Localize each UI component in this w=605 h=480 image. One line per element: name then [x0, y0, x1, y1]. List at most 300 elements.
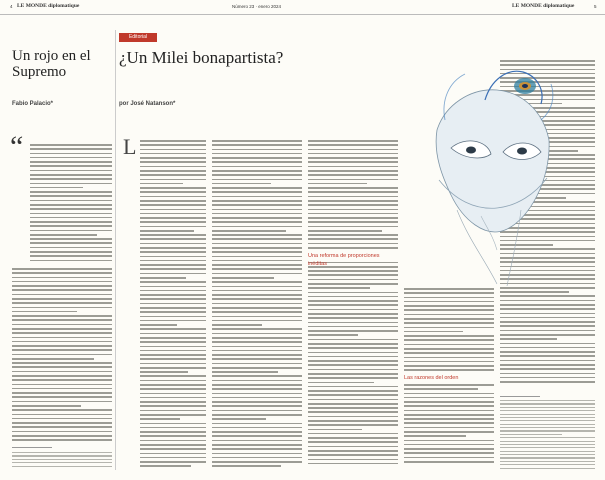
text-line	[212, 144, 302, 146]
text-line	[212, 384, 302, 386]
text-line	[212, 213, 302, 215]
text-line	[212, 290, 302, 292]
text-line	[140, 221, 206, 223]
text-line	[308, 200, 398, 202]
text-line	[140, 191, 206, 193]
text-line	[404, 301, 494, 303]
text-line	[404, 384, 494, 386]
main-body-col2	[212, 140, 302, 472]
text-line	[212, 337, 302, 339]
text-line	[500, 377, 595, 379]
text-line	[12, 349, 112, 351]
text-line	[30, 221, 112, 223]
text-line	[212, 226, 302, 228]
text-line	[12, 462, 112, 463]
text-line	[212, 324, 262, 326]
text-line	[308, 313, 398, 315]
text-line	[12, 371, 112, 373]
text-line	[12, 324, 112, 326]
text-line	[212, 179, 302, 181]
text-line	[500, 351, 595, 353]
text-line	[12, 277, 112, 279]
text-line	[212, 311, 302, 313]
text-line	[212, 333, 302, 335]
text-line	[212, 191, 302, 193]
text-line	[212, 277, 274, 279]
footnote-rule	[12, 447, 52, 448]
text-line	[12, 431, 112, 433]
text-line	[140, 226, 206, 228]
text-line	[140, 187, 206, 189]
text-line	[308, 217, 398, 219]
main-body-col3	[308, 140, 398, 472]
text-line	[404, 452, 494, 454]
text-line	[404, 461, 494, 463]
text-line	[12, 311, 77, 313]
text-line	[212, 388, 302, 390]
text-line	[308, 238, 398, 240]
text-line	[308, 309, 398, 311]
text-line	[404, 309, 494, 311]
text-line	[212, 281, 302, 283]
text-line	[404, 335, 494, 337]
text-line	[308, 196, 398, 198]
text-line	[212, 401, 302, 403]
text-line	[12, 418, 112, 420]
text-line	[140, 153, 206, 155]
text-line	[308, 161, 398, 163]
text-line	[12, 315, 112, 317]
text-line	[212, 375, 302, 377]
text-line	[308, 394, 398, 396]
text-line	[212, 363, 302, 365]
text-line	[308, 390, 398, 392]
text-line	[12, 388, 112, 390]
text-line	[308, 274, 398, 276]
text-line	[500, 403, 595, 404]
text-line	[212, 453, 302, 455]
text-line	[500, 410, 595, 411]
text-line	[308, 149, 398, 151]
text-line	[500, 441, 595, 442]
text-line	[140, 405, 206, 407]
text-line	[140, 166, 206, 168]
text-line	[140, 435, 206, 437]
text-line	[12, 405, 81, 407]
text-line	[212, 431, 302, 433]
text-line	[212, 354, 302, 356]
text-line	[500, 291, 569, 293]
text-line	[140, 448, 206, 450]
text-line	[308, 386, 398, 388]
text-line	[404, 457, 494, 459]
text-line	[500, 321, 595, 323]
text-line	[308, 283, 398, 285]
text-line	[212, 187, 302, 189]
text-line	[140, 196, 206, 198]
text-line	[308, 221, 398, 223]
text-line	[140, 230, 194, 232]
text-line	[212, 371, 278, 373]
text-line	[500, 457, 595, 458]
text-line	[404, 397, 494, 399]
text-line	[308, 140, 398, 142]
text-line	[140, 213, 206, 215]
text-line	[308, 403, 398, 405]
text-line	[212, 238, 302, 240]
text-line	[212, 157, 302, 159]
text-line	[12, 366, 112, 368]
text-line	[500, 347, 595, 349]
text-line	[500, 300, 595, 302]
text-line	[12, 392, 112, 394]
right-masthead: LE MONDE diplomatique	[512, 3, 575, 9]
text-line	[500, 304, 595, 306]
text-line	[12, 396, 112, 398]
text-line	[212, 204, 302, 206]
text-line	[140, 320, 206, 322]
text-line	[212, 405, 302, 407]
text-line	[308, 296, 398, 298]
text-line	[212, 423, 302, 425]
text-line	[308, 279, 398, 281]
text-line	[308, 441, 398, 443]
left-article-body-col2	[12, 268, 112, 446]
text-line	[404, 410, 494, 412]
text-line	[212, 221, 302, 223]
text-line	[212, 217, 302, 219]
text-line	[30, 217, 112, 219]
text-line	[500, 313, 595, 315]
main-body-col4	[404, 288, 494, 472]
text-line	[212, 268, 302, 270]
text-line	[212, 427, 302, 429]
text-line	[12, 272, 112, 274]
text-line	[140, 290, 206, 292]
text-line	[404, 322, 494, 324]
text-line	[500, 364, 595, 366]
text-line	[308, 234, 398, 236]
text-line	[30, 165, 112, 167]
text-line	[308, 364, 398, 366]
text-line	[500, 343, 595, 345]
text-line	[308, 411, 398, 413]
text-line	[140, 256, 206, 258]
text-line	[500, 447, 595, 448]
subheading: Una reforma de proporciones inéditas	[308, 252, 380, 267]
text-line	[140, 465, 191, 467]
text-line	[12, 294, 112, 296]
text-line	[500, 427, 595, 428]
text-line	[308, 304, 398, 306]
text-line	[308, 356, 398, 358]
text-line	[212, 260, 302, 262]
text-line	[308, 209, 398, 211]
text-line	[140, 401, 206, 403]
text-line	[308, 144, 398, 146]
text-line	[212, 149, 302, 151]
text-line	[500, 317, 595, 319]
text-line	[12, 285, 112, 287]
text-line	[212, 243, 302, 245]
text-line	[212, 286, 302, 288]
text-line	[308, 153, 398, 155]
text-line	[404, 393, 494, 395]
text-line	[404, 348, 494, 350]
text-line	[140, 316, 206, 318]
text-line	[212, 303, 302, 305]
text-line	[308, 399, 398, 401]
text-line	[404, 422, 494, 424]
text-line	[140, 161, 206, 163]
text-line	[12, 341, 112, 343]
text-line	[140, 140, 206, 142]
text-line	[140, 414, 206, 416]
text-line	[404, 314, 494, 316]
text-line	[212, 273, 302, 275]
text-line	[212, 341, 302, 343]
text-line	[12, 332, 112, 334]
text-line	[12, 319, 112, 321]
text-line	[308, 382, 374, 384]
text-line	[140, 144, 206, 146]
text-line	[30, 178, 112, 180]
text-line	[12, 358, 94, 360]
text-line	[140, 149, 206, 151]
text-line	[404, 327, 494, 329]
text-line	[12, 384, 112, 386]
text-line	[12, 379, 112, 381]
text-line	[140, 238, 206, 240]
text-line	[308, 416, 398, 418]
text-line	[30, 234, 97, 236]
text-line	[140, 234, 206, 236]
left-quote-mark: “	[10, 130, 24, 163]
text-line	[500, 444, 595, 445]
right-footnotes	[500, 400, 595, 472]
issue-info: Número 23 · enero 2024	[232, 4, 282, 9]
text-line	[30, 260, 112, 262]
text-line	[308, 360, 398, 362]
text-line	[500, 381, 595, 383]
column-divider	[115, 30, 116, 470]
text-line	[500, 360, 595, 362]
left-article-author: Fabio Palacio*	[12, 101, 54, 107]
text-line	[212, 346, 302, 348]
text-line	[500, 330, 595, 332]
text-line	[12, 362, 112, 364]
text-line	[308, 454, 398, 456]
text-line	[212, 410, 302, 412]
text-line	[308, 334, 358, 336]
text-line	[500, 464, 595, 465]
text-line	[12, 455, 112, 456]
text-line	[140, 393, 206, 395]
text-line	[308, 174, 398, 176]
text-line	[308, 437, 398, 439]
text-line	[12, 307, 112, 309]
text-line	[308, 450, 398, 452]
text-line	[140, 311, 206, 313]
text-line	[12, 337, 112, 339]
text-line	[404, 405, 494, 407]
text-line	[500, 334, 595, 336]
text-line	[140, 174, 206, 176]
text-line	[30, 208, 112, 210]
text-line	[404, 388, 478, 390]
text-line	[308, 204, 398, 206]
text-line	[140, 286, 206, 288]
text-line	[308, 287, 370, 289]
text-line	[140, 268, 206, 270]
text-line	[212, 435, 302, 437]
text-line	[308, 446, 398, 448]
text-line	[500, 434, 562, 435]
text-line	[308, 247, 398, 249]
text-line	[308, 157, 398, 159]
left-article-body-col1	[30, 144, 112, 264]
text-line	[404, 361, 494, 363]
text-line	[140, 333, 206, 335]
text-line	[404, 331, 463, 333]
text-line	[308, 339, 398, 341]
text-line	[212, 247, 302, 249]
text-line	[308, 183, 367, 185]
text-line	[212, 328, 302, 330]
text-line	[30, 247, 112, 249]
text-line	[404, 440, 494, 442]
text-line	[212, 358, 302, 360]
text-line	[140, 384, 206, 386]
main-article-title: ¿Un Milei bonapartista?	[119, 48, 284, 67]
text-line	[140, 461, 206, 463]
text-line	[30, 255, 112, 257]
text-line	[140, 397, 206, 399]
text-line	[308, 292, 398, 294]
text-line	[308, 373, 398, 375]
text-line	[30, 204, 112, 206]
right-footnote-rule	[500, 396, 540, 397]
text-line	[12, 439, 112, 441]
page-header	[0, 0, 605, 15]
text-line	[404, 344, 494, 346]
masked-figure-illustration	[425, 60, 557, 290]
text-line	[500, 461, 595, 462]
text-line	[308, 322, 398, 324]
text-line	[30, 183, 112, 185]
text-line	[12, 302, 112, 304]
text-line	[500, 400, 595, 401]
text-line	[140, 388, 206, 390]
text-line	[212, 256, 302, 258]
text-line	[500, 355, 595, 357]
text-line	[212, 448, 302, 450]
editorial-tag: Editorial	[119, 33, 157, 42]
text-line	[12, 409, 112, 411]
text-line	[404, 318, 494, 320]
text-line	[308, 343, 398, 345]
text-line	[308, 243, 398, 245]
text-line	[140, 354, 206, 356]
text-line	[404, 448, 494, 450]
text-line	[404, 418, 494, 420]
drop-cap: L	[123, 134, 137, 159]
text-line	[212, 298, 302, 300]
text-line	[500, 373, 595, 375]
text-line	[212, 465, 281, 467]
text-line	[212, 183, 271, 185]
text-line	[30, 191, 112, 193]
text-line	[140, 157, 206, 159]
text-line	[404, 444, 494, 446]
text-line	[308, 433, 398, 435]
text-line	[500, 338, 557, 340]
text-line	[140, 341, 206, 343]
text-line	[212, 251, 302, 253]
text-line	[308, 191, 398, 193]
text-line	[140, 179, 206, 181]
text-line	[12, 328, 112, 330]
text-line	[140, 418, 180, 420]
text-line	[30, 195, 112, 197]
text-line	[212, 461, 302, 463]
text-line	[212, 234, 302, 236]
text-line	[212, 444, 302, 446]
text-line	[30, 238, 112, 240]
text-line	[212, 316, 302, 318]
text-line	[308, 300, 398, 302]
text-line	[404, 352, 494, 354]
text-line	[12, 268, 112, 270]
text-line	[140, 217, 206, 219]
text-line	[140, 371, 188, 373]
text-line	[140, 294, 206, 296]
text-line	[308, 429, 362, 431]
text-line	[308, 179, 398, 181]
text-line	[140, 380, 206, 382]
text-line	[308, 347, 398, 349]
text-line	[308, 330, 398, 332]
text-line	[140, 251, 206, 253]
text-line	[12, 298, 112, 300]
text-line	[12, 452, 112, 453]
text-line	[30, 170, 112, 172]
text-line	[212, 230, 286, 232]
text-line	[30, 213, 112, 215]
text-line	[140, 264, 206, 266]
left-masthead: LE MONDE diplomatique	[17, 3, 80, 9]
text-line	[140, 209, 206, 211]
text-line	[500, 417, 595, 418]
text-line	[12, 281, 112, 283]
text-line	[140, 410, 206, 412]
text-line	[308, 213, 398, 215]
text-line	[212, 153, 302, 155]
text-line	[212, 294, 302, 296]
text-line	[212, 397, 302, 399]
text-line	[212, 367, 302, 369]
text-line	[212, 170, 302, 172]
text-line	[140, 303, 206, 305]
right-page-number: 5	[594, 4, 597, 9]
text-line	[500, 414, 595, 415]
text-line	[212, 200, 302, 202]
text-line	[212, 209, 302, 211]
text-line	[12, 414, 112, 416]
text-line	[500, 325, 595, 327]
text-line	[140, 328, 206, 330]
text-line	[140, 337, 206, 339]
